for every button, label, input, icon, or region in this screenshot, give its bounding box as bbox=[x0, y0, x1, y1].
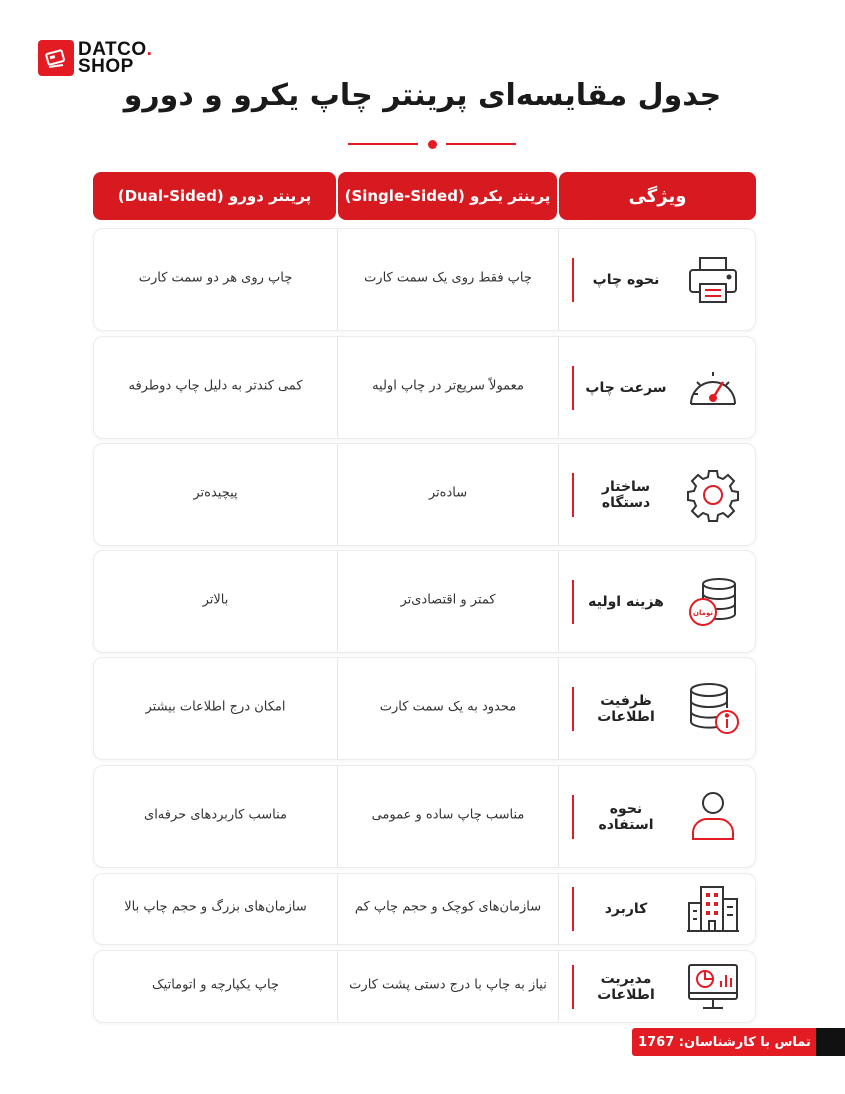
feature-label: ساختار دستگاه bbox=[601, 478, 651, 511]
dual-value: کمی کندتر به دلیل چاپ دوطرفه bbox=[128, 378, 303, 394]
title-divider bbox=[348, 138, 516, 150]
dual-value: چاپ یکپارچه و اتوماتیک bbox=[152, 977, 279, 993]
dual-value: مناسب کاربردهای حرفه‌ای bbox=[144, 807, 287, 823]
table-row bbox=[93, 873, 756, 945]
feature-label: سرعت چاپ bbox=[585, 379, 667, 396]
logo-mark-icon bbox=[38, 40, 74, 76]
dual-value: امکان درج اطلاعات بیشتر bbox=[145, 699, 286, 715]
gear-icon bbox=[685, 467, 741, 523]
table-row bbox=[93, 550, 756, 653]
speedometer-icon bbox=[685, 360, 741, 416]
single-value: معمولاً سریع‌تر در چاپ اولیه bbox=[372, 378, 524, 394]
printer-icon bbox=[685, 252, 741, 308]
logo-wordmark bbox=[78, 41, 152, 75]
contact-banner[interactable]: تماس با کارشناسان: 1767 bbox=[632, 1028, 817, 1056]
table-row bbox=[93, 950, 756, 1023]
table-row bbox=[93, 336, 756, 439]
logo-dot: . bbox=[146, 39, 153, 60]
table-row bbox=[93, 443, 756, 546]
brand-logo[interactable] bbox=[38, 40, 152, 76]
single-value: سازمان‌های کوچک و حجم چاپ کم bbox=[354, 899, 542, 915]
contact-banner-edge bbox=[816, 1028, 845, 1056]
coins-icon bbox=[685, 574, 741, 630]
dual-value: پیچیده‌تر bbox=[193, 485, 238, 501]
single-value: مناسب چاپ ساده و عمومی bbox=[371, 807, 525, 823]
header-single-sided: پرینتر یکرو (Single-Sided) bbox=[338, 172, 557, 220]
table-row bbox=[93, 765, 756, 868]
header-dual-sided: پرینتر دورو (Dual-Sided) bbox=[93, 172, 336, 220]
table-row bbox=[93, 228, 756, 331]
single-value: کمتر و اقتصادی‌تر bbox=[400, 592, 496, 608]
single-value: چاپ فقط روی یک سمت کارت bbox=[364, 270, 532, 286]
single-value: نیاز به چاپ با درج دستی پشت کارت bbox=[349, 977, 547, 993]
feature-label: هزینه اولیه bbox=[588, 593, 664, 610]
monitor-chart-icon bbox=[685, 959, 741, 1015]
feature-label: کاربرد bbox=[604, 901, 648, 917]
user-icon bbox=[685, 789, 741, 845]
feature-label: نحوه چاپ bbox=[592, 271, 660, 288]
feature-label: مدیریت اطلاعات bbox=[597, 970, 655, 1003]
logo-line2: SHOP bbox=[78, 56, 134, 77]
feature-label: ظرفیت اطلاعات bbox=[597, 692, 655, 725]
page-title: جدول مقایسه‌ای پرینتر چاپ یکرو و دورو bbox=[123, 78, 722, 113]
dual-value: بالاتر bbox=[202, 592, 229, 608]
single-value: ساده‌تر bbox=[428, 485, 468, 501]
logo-line1: DATCO bbox=[78, 39, 147, 60]
dual-value: سازمان‌های بزرگ و حجم چاپ بالا bbox=[124, 899, 307, 915]
coin-label: تومان bbox=[693, 608, 713, 617]
header-feature: ویژگی bbox=[559, 172, 756, 220]
dual-value: چاپ روی هر دو سمت کارت bbox=[138, 270, 293, 286]
building-icon bbox=[685, 881, 741, 937]
single-value: محدود به یک سمت کارت bbox=[379, 699, 517, 715]
table-row bbox=[93, 657, 756, 760]
feature-label: نحوه استفاده bbox=[598, 800, 654, 833]
database-info-icon bbox=[685, 681, 741, 737]
